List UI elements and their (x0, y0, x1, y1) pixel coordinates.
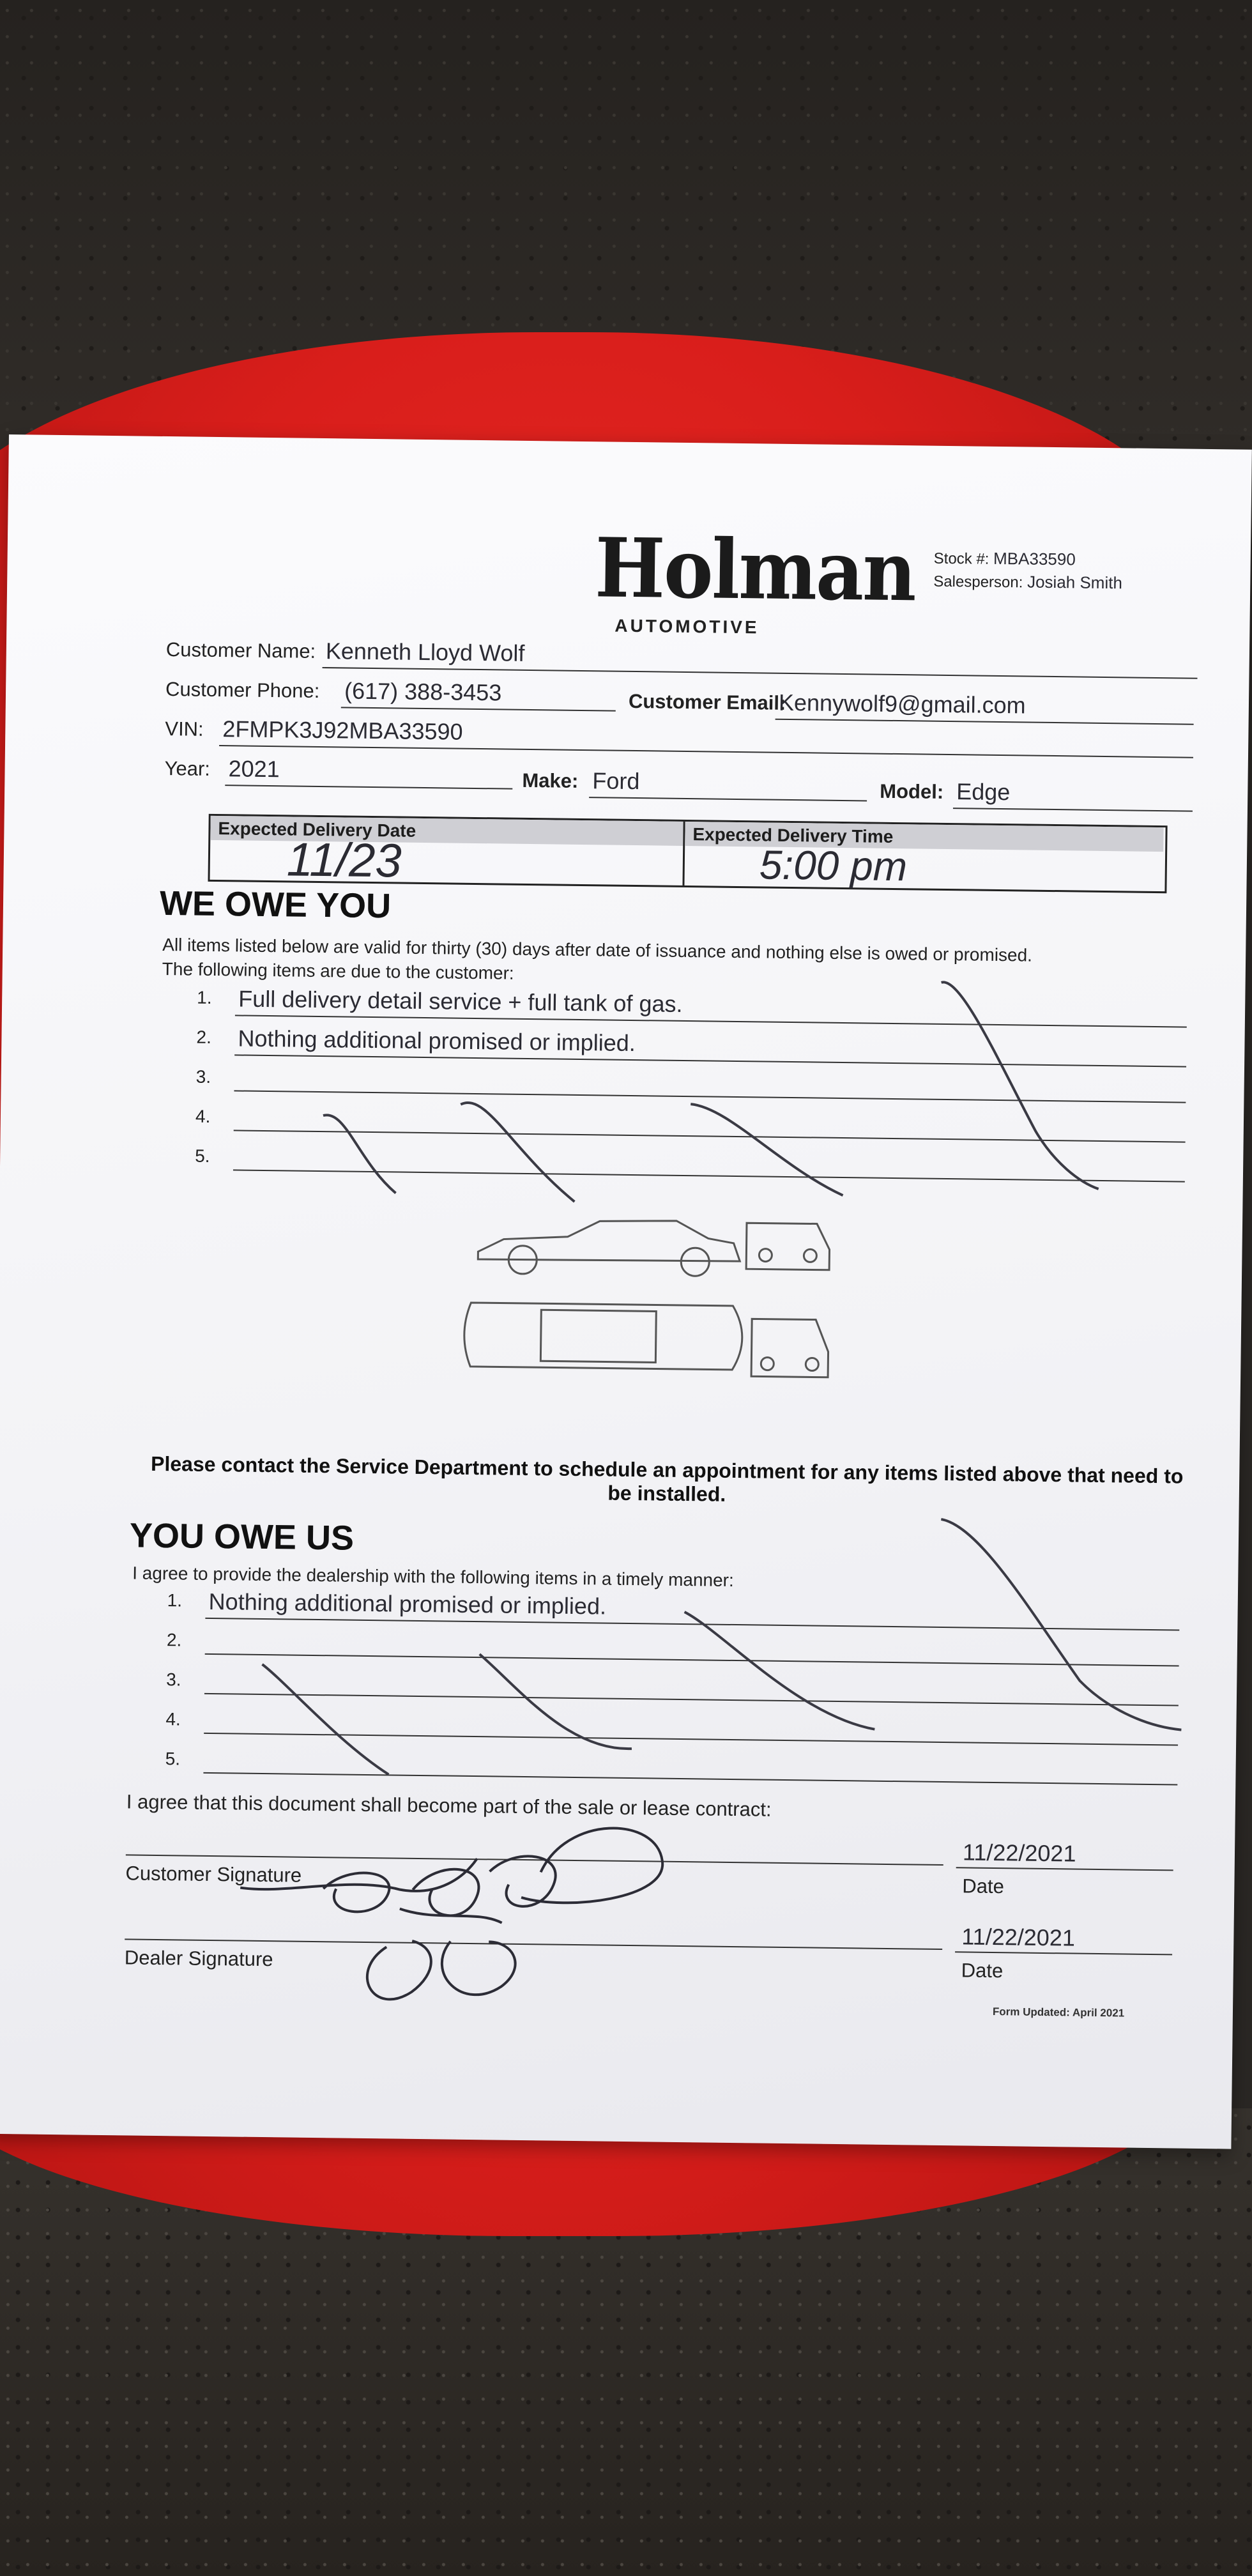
we-owe-due-intro: The following items are due to the customer: (162, 958, 514, 983)
you-owe-item-number: 1. (167, 1590, 183, 1611)
year-value: 2021 (228, 755, 280, 783)
customer-phone-label: Customer Phone: (165, 678, 320, 702)
year-label: Year: (164, 757, 211, 780)
you-owe-item-number: 2. (166, 1630, 182, 1650)
dealer-date-label: Date (961, 1959, 1004, 1982)
we-owe-item-number: 5. (195, 1146, 210, 1166)
you-owe-intro: I agree to provide the dealership with the following items in a timely manner: (132, 1563, 734, 1590)
make-value: Ford (592, 767, 640, 795)
customer-email-label: Customer Email: (628, 689, 786, 714)
we-owe-item-text: Nothing additional promised or implied. (238, 1025, 636, 1057)
customer-date-label: Date (962, 1874, 1005, 1898)
we-owe-item-number: 4. (195, 1106, 211, 1126)
dealer-signature-date: 11/22/2021 (961, 1923, 1076, 1951)
customer-phone-value: (617) 388-3453 (344, 677, 502, 706)
customer-name-label: Customer Name: (165, 638, 316, 663)
we-owe-form (0, 434, 1252, 2149)
you-owe-item-number: 5. (165, 1749, 181, 1769)
we-owe-item-number: 2. (196, 1027, 212, 1047)
form-updated-footer: Form Updated: April 2021 (992, 2005, 1125, 2020)
service-notice: Please contact the Service Department to schedule an appointment for any items listed above that need to be installed. (150, 1452, 1184, 1506)
model-value: Edge (956, 778, 1011, 806)
customer-name-value: Kenneth Lloyd Wolf (325, 638, 525, 666)
handwritten-signature (0, 434, 1252, 2149)
we-owe-heading: WE OWE YOU (159, 884, 392, 926)
we-owe-item-number: 3. (195, 1066, 211, 1087)
you-owe-item-number: 3. (166, 1669, 181, 1690)
delivery-time-value: 5:00 pm (759, 841, 908, 890)
make-label: Make: (522, 769, 579, 792)
stock-value: MBA33590 (993, 548, 1076, 569)
vin-label: VIN: (165, 717, 204, 740)
customer-signature-date: 11/22/2021 (962, 1839, 1076, 1867)
stock-label: Stock #: (933, 549, 989, 568)
model-label: Model: (880, 779, 944, 803)
you-owe-item-number: 4. (165, 1709, 181, 1729)
you-owe-item-text: Nothing additional promised or implied. (208, 1588, 607, 1620)
logo-subtitle: AUTOMOTIVE (615, 615, 760, 638)
we-owe-item-text: Full delivery detail service + full tank of gas. (238, 985, 683, 1017)
vin-value: 2FMPK3J92MBA33590 (222, 716, 463, 745)
delivery-date-header: Expected Delivery Date (210, 816, 683, 846)
you-owe-heading: YOU OWE US (129, 1516, 355, 1558)
salesperson-value: Josiah Smith (1027, 572, 1123, 593)
holman-logo: Holman (594, 520, 916, 620)
delivery-date-value: 11/23 (286, 832, 402, 887)
customer-signature-label: Customer Signature (125, 1862, 302, 1887)
customer-email-value: Kennywolf9@gmail.com (778, 689, 1026, 719)
we-owe-item-number: 1. (197, 987, 212, 1008)
dealer-signature-label: Dealer Signature (124, 1946, 273, 1971)
we-owe-intro: All items listed below are valid for thirty (30) days after date of issuance and nothing else is owed or promised. (162, 934, 1033, 965)
agreement-text: I agree that this document shall become part of the sale or lease contract: (126, 1790, 772, 1821)
salesperson-label: Salesperson: (933, 572, 1023, 592)
delivery-time-header: Expected Delivery Time (685, 822, 1163, 852)
